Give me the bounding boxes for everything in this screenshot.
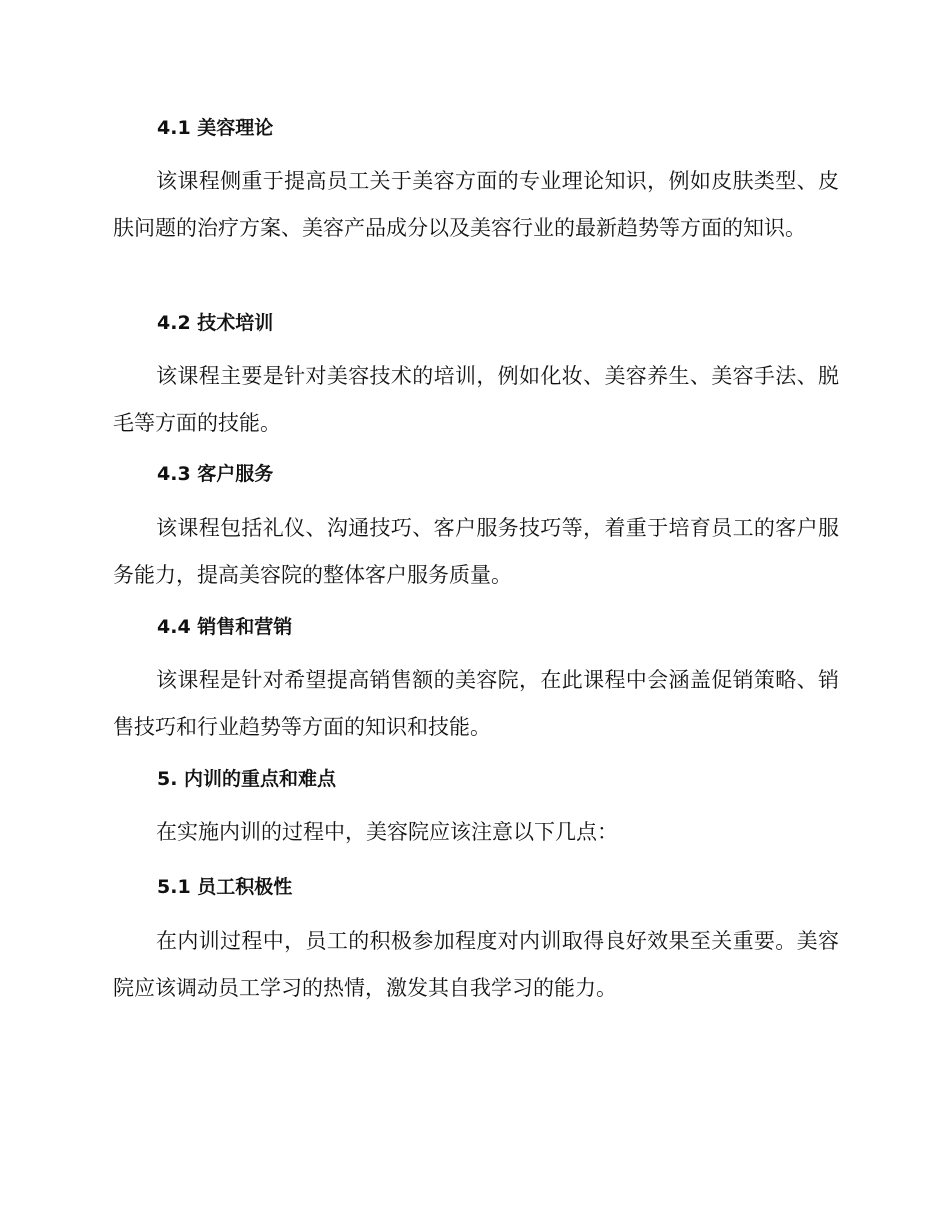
section-heading-4-2: 4.2 技术培训 — [157, 312, 274, 334]
section-heading-5: 5. 内训的重点和难点 — [157, 768, 337, 790]
section-heading-4-1: 4.1 美容理论 — [157, 117, 274, 139]
section-paragraph-4-3: 该课程包括礼仪、沟通技巧、客户服务技巧等，着重于培育员工的客户服务能力，提高美容院的整体客户服务质量。 — [113, 516, 839, 587]
section-heading-4-4: 4.4 销售和营销 — [157, 616, 293, 638]
section-paragraph-4-1: 该课程侧重于提高员工关于美容方面的专业理论知识，例如皮肤类型、皮肤问题的治疗方案、美容产品成分以及美容行业的最新趋势等方面的知识。 — [113, 169, 839, 240]
section-paragraph-5: 在实施内训的过程中，美容院应该注意以下几点： — [156, 820, 618, 844]
section-heading-4-3: 4.3 客户服务 — [157, 463, 274, 485]
section-heading-5-1: 5.1 员工积极性 — [157, 876, 293, 898]
section-paragraph-4-2: 该课程主要是针对美容技术的培训，例如化妆、美容养生、美容手法、脱毛等方面的技能。 — [113, 364, 839, 435]
section-paragraph-4-4: 该课程是针对希望提高销售额的美容院，在此课程中会涵盖促销策略、销售技巧和行业趋势等方面的知识和技能。 — [113, 668, 839, 739]
section-paragraph-5-1: 在内训过程中，员工的积极参加程度对内训取得良好效果至关重要。美容院应该调动员工学习的热情，激发其自我学习的能力。 — [113, 929, 839, 1000]
